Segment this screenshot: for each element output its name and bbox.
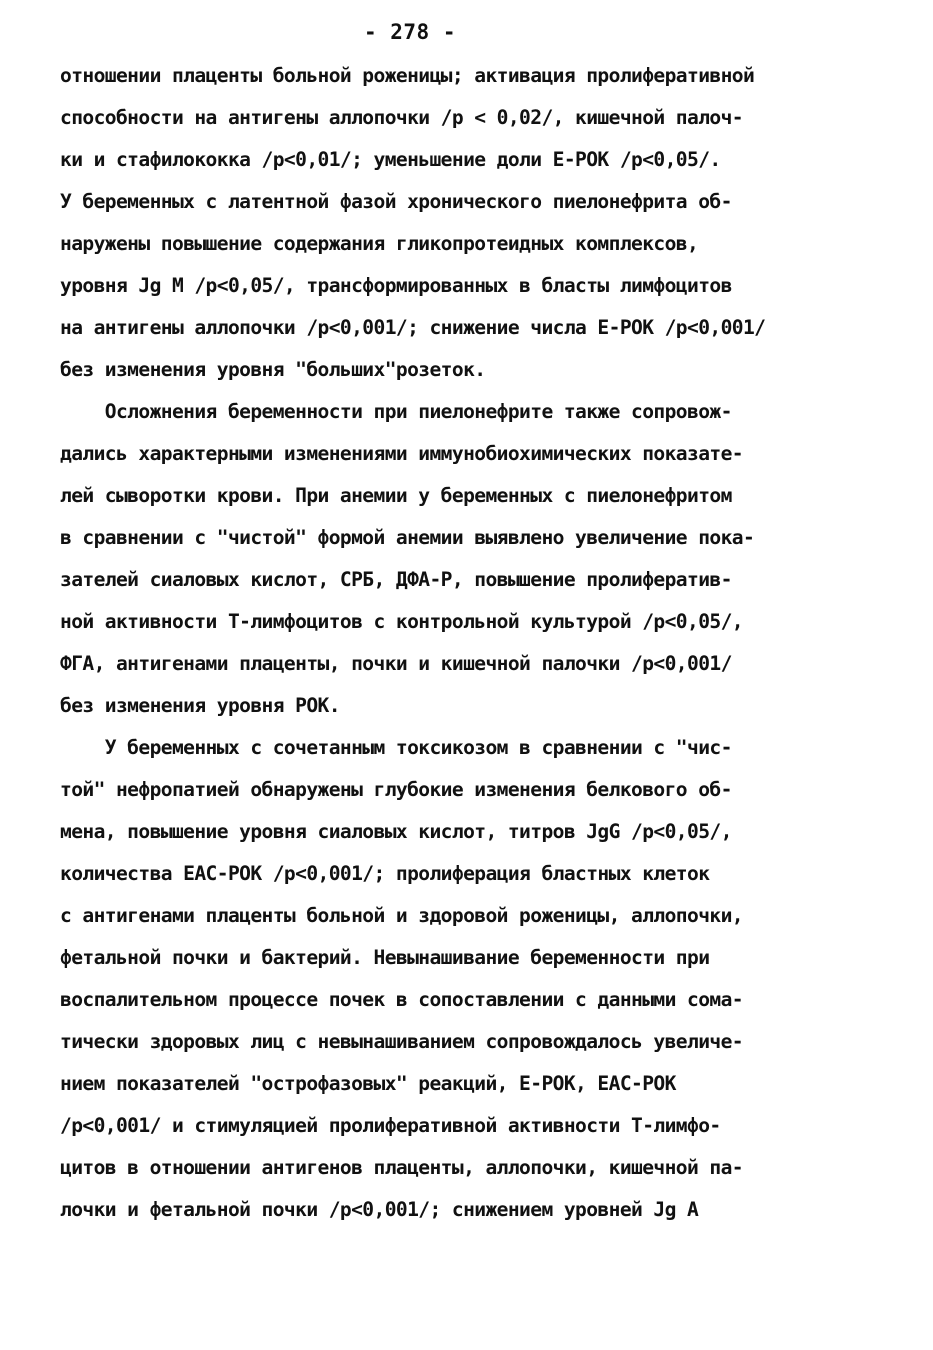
text-line-28: лочки и фетальной почки /р<0,001/; снижением уровней Jg A <box>60 1198 699 1221</box>
text-line-7: на антигены аллопочки /р<0,001/; снижение числа Е-РОК /р<0,001/ <box>60 316 766 339</box>
text-line-23: воспалительном процессе почек в сопоставлении с данными сома- <box>60 988 743 1011</box>
text-line-20: количества ЕАС-РОК /р<0,001/; пролиферация бластных клеток <box>60 862 710 885</box>
text-line-5: наружены повышение содержания гликопротеидных комплексов, <box>60 232 699 255</box>
text-line-16: без изменения уровня РОК. <box>60 694 340 717</box>
text-line-21: с антигенами плаценты больной и здоровой роженицы, аллопочки, <box>60 904 743 927</box>
text-line-19: мена, повышение уровня сиаловых кислот, титров JgG /р<0,05/, <box>60 820 732 843</box>
page-number: - 278 - <box>363 20 456 44</box>
text-line-8: без изменения уровня "больших"розеток. <box>60 358 486 381</box>
text-line-12: в сравнении с "чистой" формой анемии выявлено увеличение пока- <box>60 526 755 549</box>
text-line-10: дались характерными изменениями иммунобиохимических показате- <box>60 442 743 465</box>
text-line-6: уровня Jg M /р<0,05/, трансформированных в бласты лимфоцитов <box>60 274 732 297</box>
text-line-9: Осложнения беременности при пиелонефрите также сопровож- <box>60 400 732 423</box>
text-line-25: нием показателей "острофазовых" реакций, Е-РОК, ЕАС-РОК <box>60 1072 676 1095</box>
text-line-17: У беременных с сочетанным токсикозом в сравнении с "чис- <box>60 736 732 759</box>
text-line-11: лей сыворотки крови. При анемии у беременных с пиелонефритом <box>60 484 732 507</box>
text-line-1: отношении плаценты больной роженицы; активация пролиферативной <box>60 64 755 87</box>
text-line-18: той" нефропатией обнаружены глубокие изменения белкового об- <box>60 778 732 801</box>
text-line-14: ной активности Т-лимфоцитов с контрольной культурой /р<0,05/, <box>60 610 743 633</box>
text-line-4: У беременных с латентной фазой хронического пиелонефрита об- <box>60 190 732 213</box>
text-line-26: /р<0,001/ и стимуляцией пролиферативной активности Т-лимфо- <box>60 1114 721 1137</box>
text-line-27: цитов в отношении антигенов плаценты, аллопочки, кишечной па- <box>60 1156 743 1179</box>
text-line-15: ФГА, антигенами плаценты, почки и кишечной палочки /р<0,001/ <box>60 652 732 675</box>
text-line-2: способности на антигены аллопочки /р < 0,02/, кишечной палоч- <box>60 106 743 129</box>
text-line-3: ки и стафилококка /р<0,01/; уменьшение доли Е-РОК /р<0,05/. <box>60 148 721 171</box>
text-line-13: зателей сиаловых кислот, СРБ, ДФА-Р, повышение пролифератив- <box>60 568 732 591</box>
text-line-24: тически здоровых лиц с невынашиванием сопровождалось увеличе- <box>60 1030 743 1053</box>
text-line-22: фетальной почки и бактерий. Невынашивание беременности при <box>60 946 710 969</box>
